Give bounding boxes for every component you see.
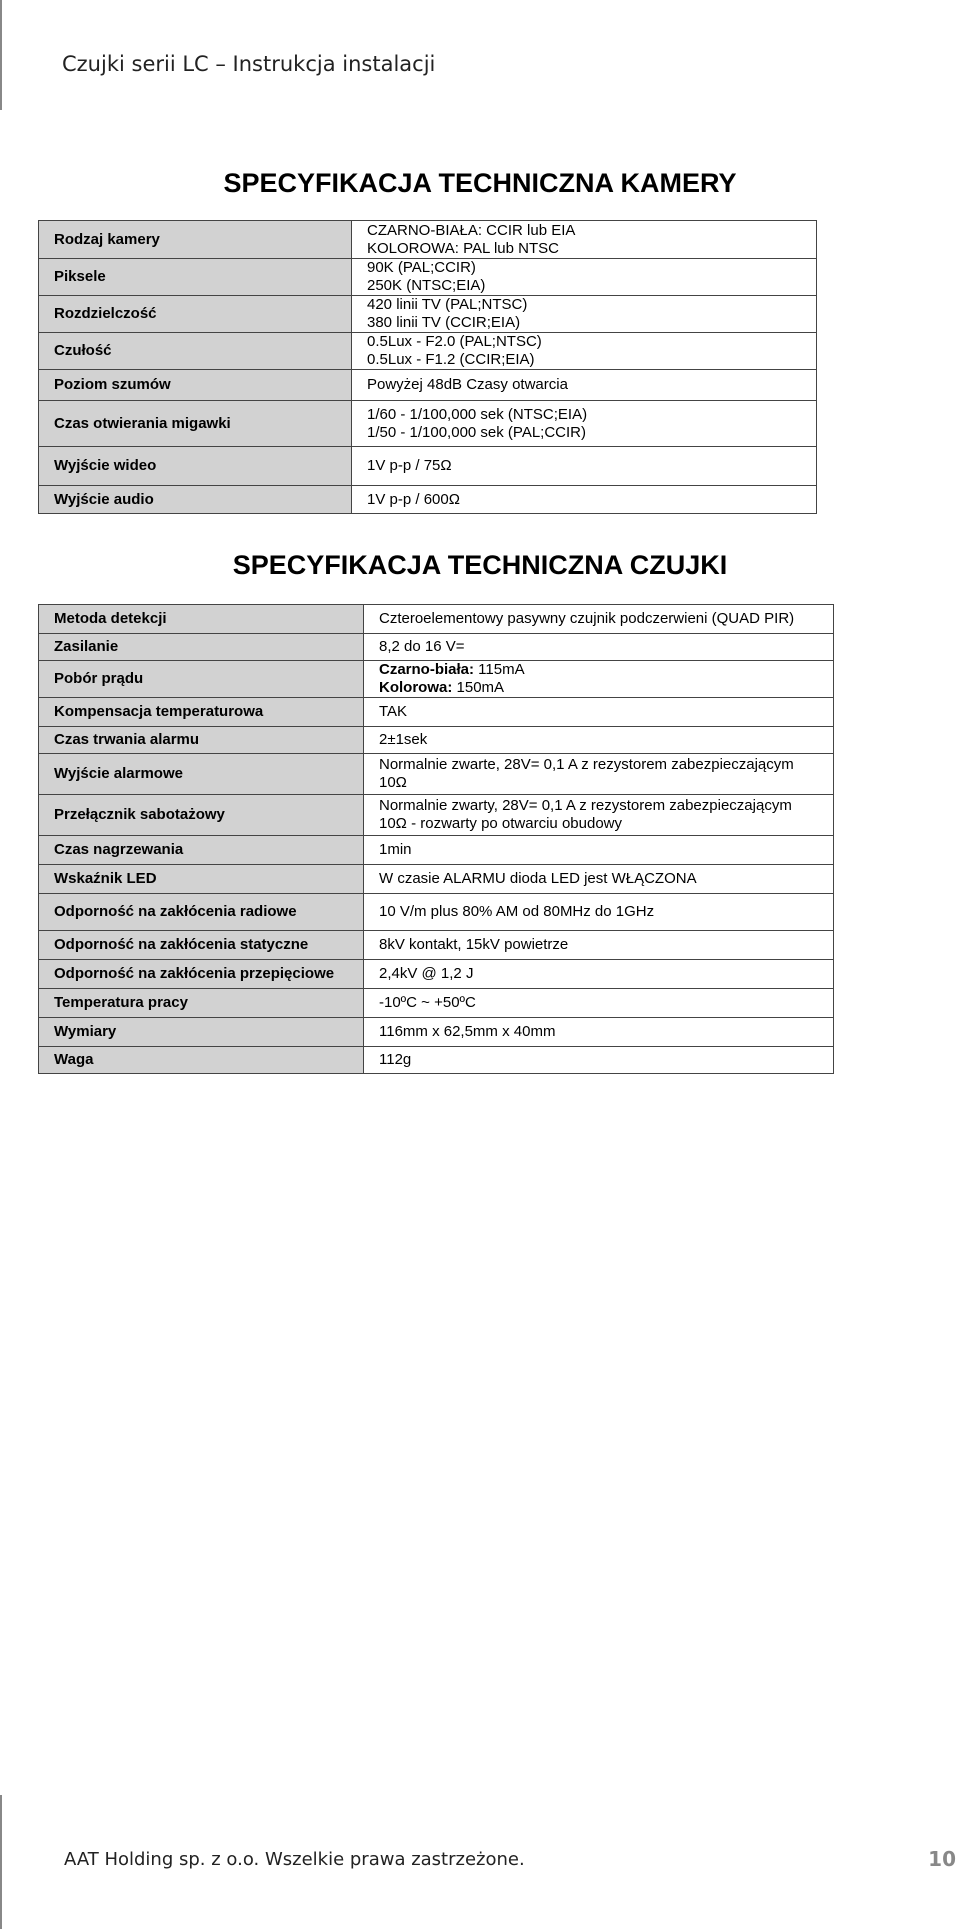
spec-label: Piksele — [39, 259, 352, 296]
spec-label: Waga — [39, 1047, 364, 1074]
spec-value — [364, 960, 834, 989]
spec-label: Przełącznik sabotażowy — [39, 795, 364, 836]
spec-label: Czułość — [39, 333, 352, 370]
spec-value — [364, 795, 834, 836]
spec-row — [39, 259, 817, 296]
spec-row — [39, 894, 834, 931]
page-header: Czujki serii LC – Instrukcja instalacji — [62, 52, 436, 76]
spec-value-line: Czteroelementowy pasywny czujnik podczerwieni (QUAD PIR) — [379, 610, 795, 627]
spec-value-line: 112g — [379, 1051, 412, 1068]
spec-row — [39, 401, 817, 447]
spec-label: Odporność na zakłócenia radiowe — [39, 894, 364, 931]
spec-row — [39, 698, 834, 727]
spec-row — [39, 1018, 834, 1047]
camera-spec-heading: SPECYFIKACJA TECHNICZNA KAMERY — [223, 168, 737, 198]
spec-value-line: TAK — [379, 703, 408, 720]
spec-row — [39, 960, 834, 989]
spec-value-line: 2±1sek — [379, 731, 428, 748]
spec-value-line: 8kV kontakt, 15kV powietrze — [379, 936, 569, 953]
spec-value-line: W czasie ALARMU dioda LED jest WŁĄCZONA — [379, 870, 697, 887]
spec-label: Kompensacja temperaturowa — [39, 698, 364, 727]
spec-value — [352, 486, 817, 514]
spec-value — [364, 634, 834, 661]
spec-label: Pobór prądu — [39, 661, 364, 698]
spec-value — [352, 259, 817, 296]
spec-value-line: Normalnie zwarty, 28V= 0,1 A z rezystorem zabezpieczającym — [379, 797, 792, 814]
spec-label: Metoda detekcji — [39, 605, 364, 634]
spec-row — [39, 754, 834, 795]
spec-value — [364, 894, 834, 931]
sensor-spec-table — [38, 604, 834, 1074]
page-footer: AAT Holding sp. z o.o. Wszelkie prawa zastrzeżone. — [64, 1849, 525, 1870]
spec-label: Wskaźnik LED — [39, 865, 364, 894]
spec-row — [39, 836, 834, 865]
spec-row — [39, 795, 834, 836]
spec-value-text: 150mA — [452, 679, 505, 696]
sensor-spec-heading: SPECYFIKACJA TECHNICZNA CZUJKI — [232, 550, 728, 580]
spec-value-line: 1/50 - 1/100,000 sek (PAL;CCIR) — [367, 423, 586, 441]
spec-value — [352, 370, 817, 401]
spec-row — [39, 661, 834, 698]
spec-row — [39, 634, 834, 661]
spec-label: Odporność na zakłócenia statyczne — [39, 931, 364, 960]
spec-value-line — [379, 679, 833, 697]
spec-row — [39, 605, 834, 634]
spec-row — [39, 727, 834, 754]
spec-label: Rodzaj kamery — [39, 221, 352, 259]
spec-value-line: 380 linii TV (CCIR;EIA) — [367, 314, 521, 331]
spec-value — [364, 605, 834, 634]
spec-value-line: 10Ω - rozwarty po otwarciu obudowy — [379, 815, 622, 832]
spec-label: Wyjście alarmowe — [39, 754, 364, 795]
spec-value-line: 0.5Lux - F1.2 (CCIR;EIA) — [367, 351, 535, 368]
spec-value — [364, 836, 834, 865]
spec-row — [39, 486, 817, 514]
spec-row — [39, 333, 817, 370]
spec-value-line — [379, 661, 833, 679]
page-number: 10 — [928, 1847, 956, 1871]
spec-value — [352, 221, 817, 259]
page-edge-line — [0, 0, 2, 110]
spec-label: Zasilanie — [39, 634, 364, 661]
spec-value — [364, 754, 834, 795]
spec-value — [364, 727, 834, 754]
spec-label: Czas otwierania migawki — [39, 401, 352, 447]
spec-value-line: 1min — [379, 841, 412, 858]
spec-value — [352, 296, 817, 333]
spec-value-line: 10 V/m plus 80% AM od 80MHz do 1GHz — [379, 903, 655, 920]
spec-value-text: 115mA — [474, 661, 525, 678]
spec-label: Wyjście audio — [39, 486, 352, 514]
spec-value-line: Normalnie zwarte, 28V= 0,1 A z rezystorem zabezpieczającym — [379, 756, 794, 773]
spec-value-line: 2,4kV @ 1,2 J — [379, 965, 474, 982]
spec-value-line: 1V p-p / 600Ω — [367, 490, 460, 508]
spec-value — [364, 931, 834, 960]
spec-value-line: 1V p-p / 75Ω — [367, 457, 452, 474]
spec-value-line: 90K (PAL;CCIR) — [367, 259, 476, 276]
spec-value — [352, 447, 817, 486]
spec-value-line: 116mm x 62,5mm x 40mm — [379, 1023, 556, 1040]
spec-value — [364, 1018, 834, 1047]
spec-value — [364, 989, 834, 1018]
spec-row — [39, 865, 834, 894]
spec-label: Czas nagrzewania — [39, 836, 364, 865]
spec-value — [352, 333, 817, 370]
spec-value-line: KOLOROWA: PAL lub NTSC — [367, 239, 559, 257]
spec-label: Poziom szumów — [39, 370, 352, 401]
spec-value-line: 8,2 do 16 V= — [379, 638, 465, 655]
spec-value — [364, 698, 834, 727]
spec-value — [352, 401, 817, 447]
spec-label: Odporność na zakłócenia przepięciowe — [39, 960, 364, 989]
spec-label: Czas trwania alarmu — [39, 727, 364, 754]
spec-value-line: 10Ω — [379, 774, 407, 791]
spec-value-key: Czarno-biała: — [379, 661, 475, 678]
spec-row — [39, 1047, 834, 1074]
spec-row — [39, 447, 817, 486]
spec-value-line: 1/60 - 1/100,000 sek (NTSC;EIA) — [367, 405, 588, 423]
spec-value — [364, 865, 834, 894]
spec-label: Temperatura pracy — [39, 989, 364, 1018]
spec-label: Wyjście wideo — [39, 447, 352, 486]
spec-value-line: 420 linii TV (PAL;NTSC) — [367, 296, 528, 313]
spec-value — [364, 661, 834, 698]
spec-value — [364, 1047, 834, 1074]
spec-label: Rozdzielczość — [39, 296, 352, 333]
spec-row — [39, 221, 817, 259]
camera-spec-table — [38, 220, 817, 514]
spec-value-line: CZARNO-BIAŁA: CCIR lub EIA — [367, 221, 576, 239]
spec-row — [39, 370, 817, 401]
spec-value-key: Kolorowa: — [379, 679, 453, 696]
spec-value-line: 250K (NTSC;EIA) — [367, 277, 486, 294]
spec-value-line: -10ºC ~ +50ºC — [379, 994, 476, 1011]
page-edge-line — [0, 1795, 2, 1929]
spec-row — [39, 989, 834, 1018]
spec-row — [39, 296, 817, 333]
spec-row — [39, 931, 834, 960]
spec-value-line: 0.5Lux - F2.0 (PAL;NTSC) — [367, 333, 542, 350]
spec-label: Wymiary — [39, 1018, 364, 1047]
spec-value-line: Powyżej 48dB Czasy otwarcia — [367, 376, 568, 393]
